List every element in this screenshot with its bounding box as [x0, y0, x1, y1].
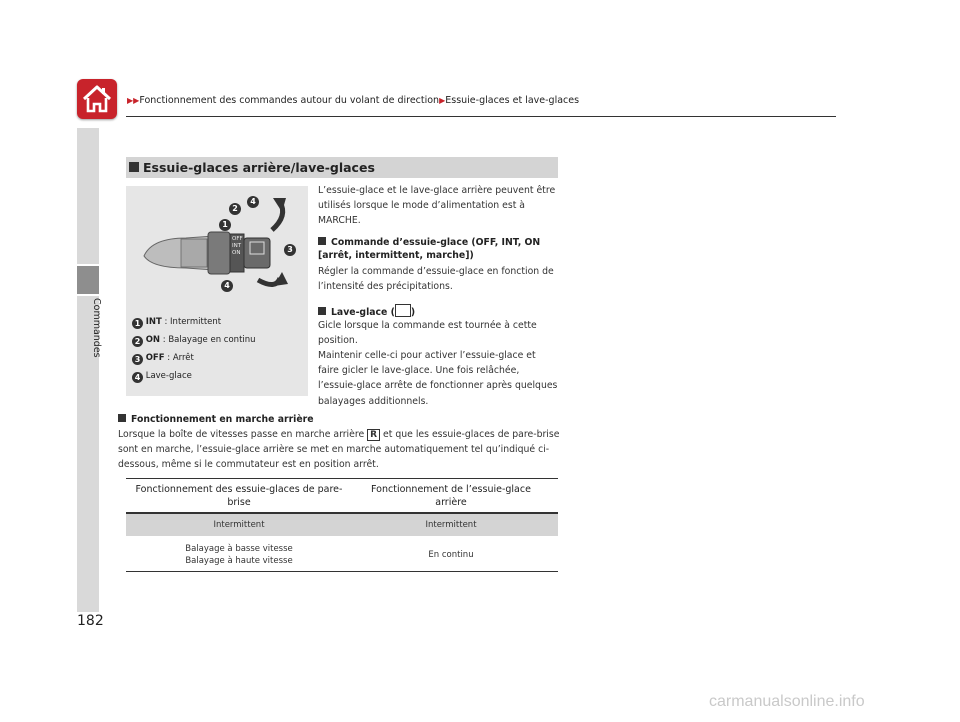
reverse-text-before: Lorsque la boîte de vitesses passe en marche arrière	[118, 429, 368, 440]
home-button[interactable]	[77, 79, 117, 119]
reverse-heading-text: Fonctionnement en marche arrière	[131, 414, 314, 425]
legend-item	[132, 371, 192, 383]
switch-label-on: ON	[232, 250, 241, 256]
legend-text: : Balayage en continu	[160, 335, 256, 345]
rear-washer-icon	[395, 304, 411, 317]
table-header-rear: Fonctionnement de l’essuie-glace arrière	[371, 484, 531, 508]
section-bullet-icon	[129, 162, 139, 172]
switch-position-labels	[232, 236, 243, 257]
table-cell-rear: Intermittent	[425, 520, 477, 530]
reverse-heading	[118, 413, 558, 426]
wiper-switch-heading-text: Commande d’essuie-glace (OFF, INT, ON [arrêt, intermittent, marche])	[318, 237, 541, 261]
breadcrumb-arrow-icon: ▶▶	[127, 96, 140, 105]
legend-number: 1	[132, 318, 143, 329]
switch-label-off: OFF	[232, 236, 243, 242]
legend-number: 4	[132, 372, 143, 383]
bullet-icon	[318, 307, 326, 315]
figure-panel	[126, 186, 308, 396]
watermark: carmanualsonline.info	[709, 693, 865, 710]
legend-text: Lave-glace	[145, 371, 192, 381]
table-cell-line: Balayage à basse vitesse	[185, 544, 293, 554]
legend-item	[132, 353, 194, 365]
legend-text: : Arrêt	[164, 353, 194, 363]
legend-number: 2	[132, 336, 143, 347]
switch-label-int: INT	[232, 243, 242, 249]
washer-paragraph-1: Gicle lorsque la commande est tournée à cette position.	[318, 320, 537, 347]
wiper-switch-heading	[318, 236, 558, 262]
breadcrumb-current: Essuie-glaces et lave-glaces	[445, 95, 580, 106]
home-icon	[77, 79, 117, 119]
intro-paragraph: L’essuie-glace et le lave-glace arrière peuvent être utilisés lorsque le mode d’alimentation est à MARCHE.	[318, 185, 556, 227]
breadcrumb-link-controls[interactable]: Fonctionnement des commandes autour du volant de direction	[139, 95, 440, 106]
table-cell-rear: En continu	[428, 550, 474, 560]
washer-paragraph-2: Maintenir celle-ci pour activer l’essuie-glace et faire gicler le lave-glace. Une fois relâchée, l’essuie-glace arrête de fonctionner après quelques balayages additionnels.	[318, 350, 558, 407]
washer-heading-prefix: Lave-glace (	[331, 307, 395, 318]
legend-key: INT	[145, 317, 162, 327]
callout-2: 2	[229, 203, 241, 215]
wiper-stalk-illustration	[126, 186, 308, 316]
gear-r-badge: R	[367, 429, 380, 441]
callout-3: 3	[284, 244, 296, 256]
reverse-text-after: et que les essuie-glaces de pare-brise sont en marche, l’essuie-glace arrière se met en marche automatiquement tel qu’indiqué ci-dessous, même si le commutateur est en position arrêt.	[118, 429, 560, 471]
callout-4-top: 4	[247, 196, 259, 208]
table-header-front: Fonctionnement des essuie-glaces de pare-brise	[135, 484, 343, 508]
bullet-icon	[118, 414, 126, 422]
table-cell-front	[134, 543, 344, 567]
reverse-paragraph	[118, 427, 562, 473]
table-cell-line: Balayage à haute vitesse	[185, 556, 293, 566]
legend-key: OFF	[145, 353, 165, 363]
callout-4-bottom: 4	[221, 280, 233, 292]
table-rule-top	[126, 478, 558, 479]
sidebar-label: Commandes	[91, 298, 102, 358]
sidebar-tab	[77, 128, 99, 264]
breadcrumb-arrow-icon: ▶	[439, 96, 446, 105]
legend-text: : Intermittent	[161, 317, 222, 327]
legend-number: 3	[132, 354, 143, 365]
header-divider	[126, 116, 836, 117]
breadcrumb	[127, 95, 579, 106]
washer-heading	[318, 304, 558, 319]
bullet-icon	[318, 237, 326, 245]
section-title: Essuie-glaces arrière/lave-glaces	[143, 160, 375, 175]
table-rule-bottom	[126, 571, 558, 572]
legend-key: ON	[145, 335, 161, 345]
legend-item	[132, 335, 256, 347]
table-cell-front: Intermittent	[213, 520, 265, 530]
washer-heading-suffix: )	[410, 307, 416, 318]
legend-item	[132, 317, 221, 329]
page-number: 182	[77, 613, 104, 629]
callout-1: 1	[219, 219, 231, 231]
wiper-switch-paragraph: Régler la commande d’essuie-glace en fonction de l’intensité des précipitations.	[318, 266, 554, 293]
sidebar-tab-active[interactable]	[77, 266, 99, 294]
